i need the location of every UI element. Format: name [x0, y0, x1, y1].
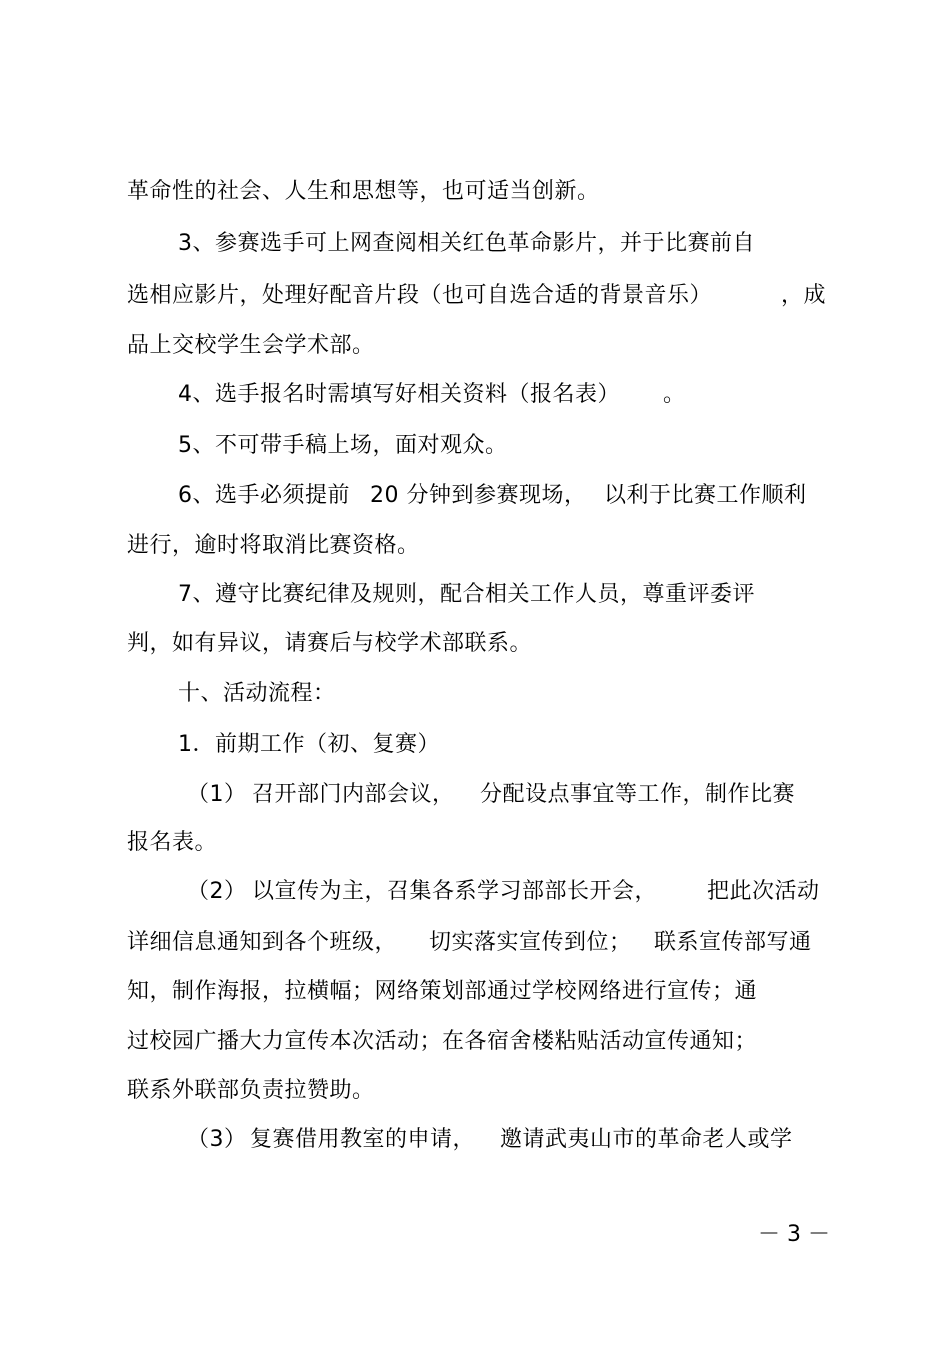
body-line: 7、遵守比赛纪律及规则，配合相关工作人员，尊重评委评	[178, 582, 755, 607]
body-line: 选相应影片，处理好配音片段（也可自选合适的背景音乐）	[127, 283, 713, 308]
body-line: 革命性的社会、人生和思想等，也可适当创新。	[127, 179, 600, 204]
body-line-fragment: 切实落实宣传到位；	[429, 930, 632, 955]
body-line: 5、不可带手稿上场，面对观众。	[178, 433, 508, 458]
list-marker: （3）	[187, 1127, 247, 1152]
body-line-fragment: ，成	[781, 283, 827, 308]
body-line: 知，制作海报，拉横幅；网络策划部通过学校网络进行宣传；通	[127, 979, 758, 1004]
body-line-fragment: 分配设点事宜等工作，制作比赛	[480, 782, 796, 807]
body-line-fragment: 召开部门内部会议，	[252, 782, 455, 807]
body-line: 6、选手必须提前	[178, 483, 350, 508]
body-line: 详细信息通知到各个班级，	[127, 930, 398, 955]
body-line-fragment: 把此次活动	[707, 879, 820, 904]
body-line: 3、参赛选手可上网查阅相关红色革命影片，并于比赛前自	[178, 231, 755, 256]
subsection-heading: 1．前期工作（初、复赛）	[178, 732, 440, 757]
body-line: 报名表。	[127, 830, 218, 855]
body-line: 进行，逾时将取消比赛资格。	[127, 533, 420, 558]
body-line-fragment: 。	[663, 382, 686, 407]
body-line-fragment: 复赛借用教室的申请，	[250, 1127, 476, 1152]
body-line-fragment: 以利于比赛工作顺利	[604, 483, 807, 508]
body-line-fragment: 邀请武夷山市的革命老人或学	[500, 1127, 793, 1152]
body-line: 判，如有异议，请赛后与校学术部联系。	[127, 631, 533, 656]
list-marker: （2）	[187, 879, 247, 904]
body-line-fragment: 20 分钟到参赛现场，	[370, 483, 587, 508]
body-line-fragment: 以宣传为主，召集各系学习部部长开会，	[252, 879, 658, 904]
section-heading: 十、活动流程：	[178, 681, 336, 706]
body-line: 过校园广播大力宣传本次活动；在各宿舍楼粘贴活动宣传通知；	[127, 1029, 758, 1054]
body-line: 4、选手报名时需填写好相关资料（报名表）	[178, 382, 620, 407]
body-line: 联系外联部负责拉赞助。	[127, 1078, 375, 1103]
page-number: － 3 －	[758, 1222, 830, 1247]
body-line: 品上交校学生会学术部。	[127, 333, 375, 358]
list-marker: （1）	[187, 782, 247, 807]
body-line-fragment: 联系宣传部写通	[654, 930, 812, 955]
